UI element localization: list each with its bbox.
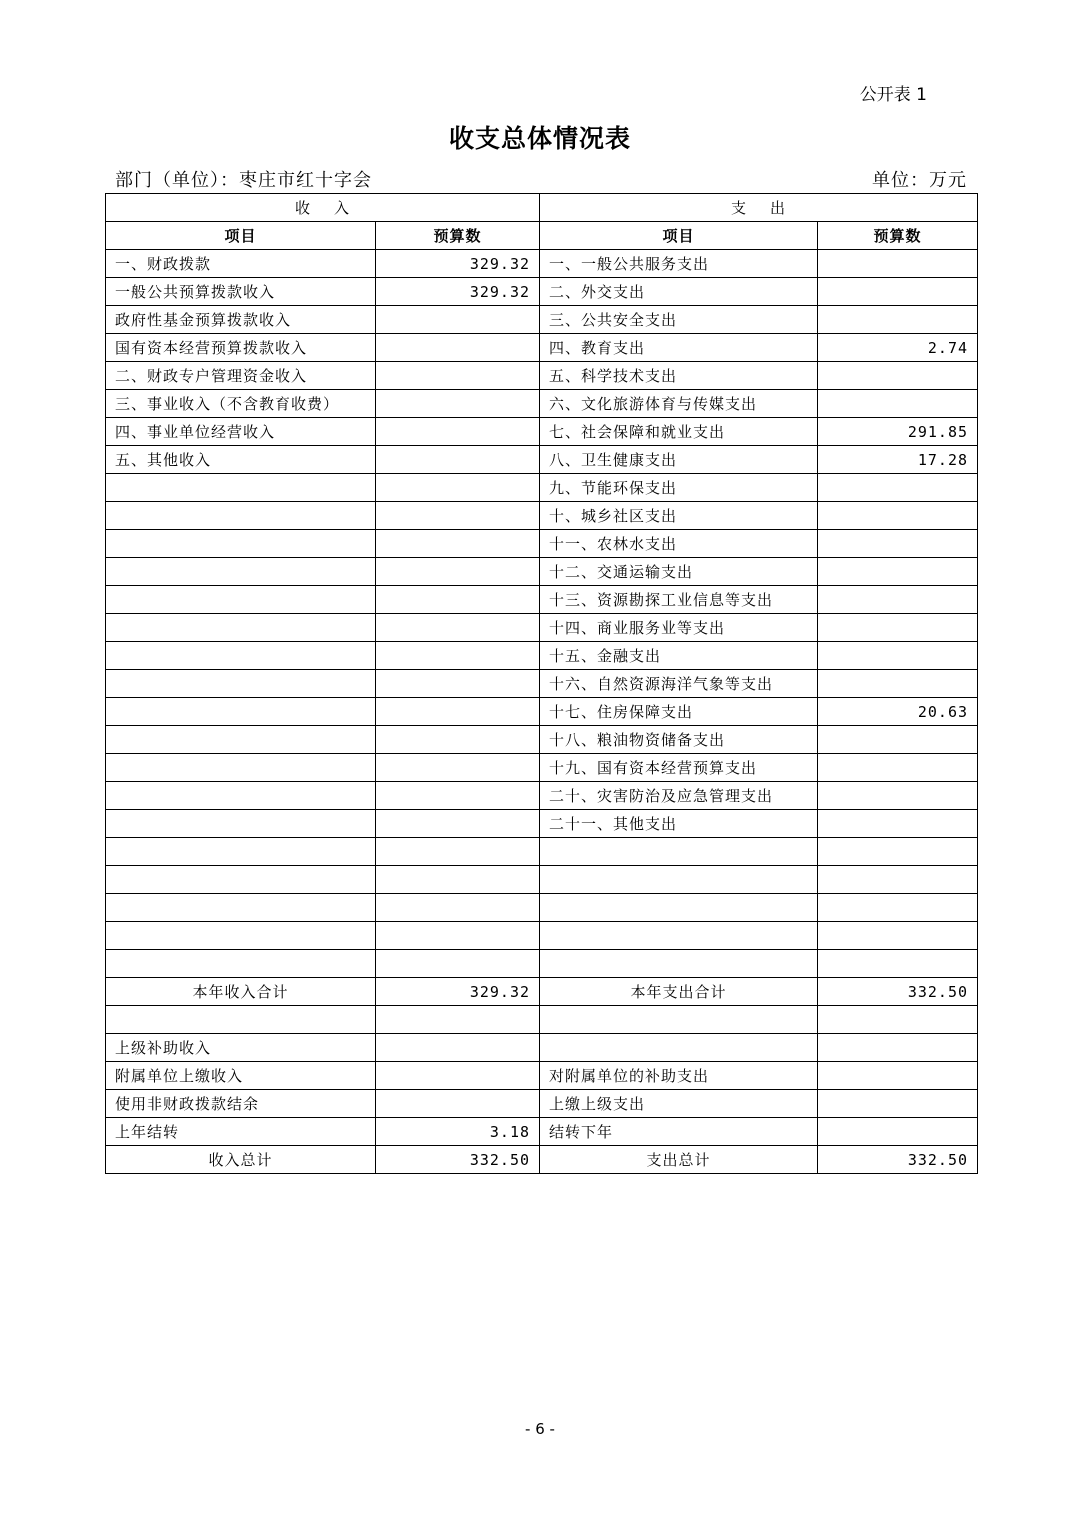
- expense-item-cell: 八、卫生健康支出: [540, 446, 818, 474]
- budget-table: [105, 193, 978, 1174]
- income-value-cell: [376, 586, 540, 614]
- expense-value-cell: [818, 642, 978, 670]
- table-row: [106, 558, 978, 586]
- income-value-cell: [376, 782, 540, 810]
- expense-value-cell: [818, 754, 978, 782]
- income-value-cell: [376, 474, 540, 502]
- income-value-cell: [376, 894, 540, 922]
- expense-item-cell: 二十、灾害防治及应急管理支出: [540, 782, 818, 810]
- expense-value-cell: [818, 1034, 978, 1062]
- expense-value-cell: [818, 390, 978, 418]
- income-value-cell: 329.32: [376, 250, 540, 278]
- table-row: [106, 810, 978, 838]
- expense-value-cell: [818, 250, 978, 278]
- income-value-cell: 329.32: [376, 278, 540, 306]
- income-item-cell: [106, 558, 376, 586]
- expense-item-cell: 十二、交通运输支出: [540, 558, 818, 586]
- income-item-cell: [106, 726, 376, 754]
- expense-value-cell: [818, 474, 978, 502]
- expense-value-cell: [818, 362, 978, 390]
- income-item-cell: [106, 614, 376, 642]
- income-item-cell: 五、其他收入: [106, 446, 376, 474]
- expense-item-cell: 十、城乡社区支出: [540, 502, 818, 530]
- expense-value-cell: 291.85: [818, 418, 978, 446]
- income-item-cell: [106, 866, 376, 894]
- expense-item-cell: [540, 838, 818, 866]
- income-value-cell: [376, 922, 540, 950]
- expense-item-cell: 七、社会保障和就业支出: [540, 418, 818, 446]
- section-header-row: [106, 194, 978, 222]
- expense-total-value: 332.50: [818, 1146, 978, 1174]
- income-item-cell: [106, 782, 376, 810]
- expense-item-cell: [540, 922, 818, 950]
- income-value-cell: [376, 614, 540, 642]
- table-row: [106, 670, 978, 698]
- income-item-cell: [106, 894, 376, 922]
- table-row: [106, 334, 978, 362]
- income-item-cell: 二、财政专户管理资金收入: [106, 362, 376, 390]
- expense-value-cell: [818, 614, 978, 642]
- expense-value-cell: [818, 950, 978, 978]
- grand-total-row: [106, 1146, 978, 1174]
- income-item-cell: [106, 670, 376, 698]
- table-row: [106, 1090, 978, 1118]
- income-value-cell: [376, 446, 540, 474]
- expense-value-cell: [818, 278, 978, 306]
- expense-value-cell: [818, 838, 978, 866]
- table-row: [106, 446, 978, 474]
- unit-label: 单位：万元: [872, 170, 967, 191]
- table-number-label: 公开表 1: [859, 85, 927, 105]
- income-item-cell: 上年结转: [106, 1118, 376, 1146]
- table-row: [106, 530, 978, 558]
- income-item-cell: 附属单位上缴收入: [106, 1062, 376, 1090]
- income-value-cell: [376, 726, 540, 754]
- income-item-cell: [106, 698, 376, 726]
- expense-item-cell: 二、外交支出: [540, 278, 818, 306]
- income-value-cell: [376, 950, 540, 978]
- income-item-cell: [106, 1006, 376, 1034]
- expense-item-cell: 六、文化旅游体育与传媒支出: [540, 390, 818, 418]
- table-row: [106, 502, 978, 530]
- expense-item-cell: 二十一、其他支出: [540, 810, 818, 838]
- expense-item-cell: 对附属单位的补助支出: [540, 1062, 818, 1090]
- table-row: [106, 754, 978, 782]
- income-value-cell: [376, 306, 540, 334]
- expense-total-value: 332.50: [818, 978, 978, 1006]
- table-row: [106, 950, 978, 978]
- table-row: [106, 838, 978, 866]
- income-item-cell: [106, 474, 376, 502]
- income-item-cell: [106, 810, 376, 838]
- table-row: [106, 782, 978, 810]
- expense-item-cell: [540, 950, 818, 978]
- expense-value-cell: [818, 558, 978, 586]
- expense-item-cell: 十九、国有资本经营预算支出: [540, 754, 818, 782]
- income-value-cell: [376, 1006, 540, 1034]
- income-value-cell: [376, 1062, 540, 1090]
- income-value-cell: [376, 642, 540, 670]
- expense-item-cell: [540, 1034, 818, 1062]
- expense-total-label: 本年支出合计: [540, 978, 818, 1006]
- expense-item-cell: 九、节能环保支出: [540, 474, 818, 502]
- expense-value-cell: 20.63: [818, 698, 978, 726]
- table-row: [106, 726, 978, 754]
- expense-value-cell: [818, 1118, 978, 1146]
- income-value-cell: [376, 1090, 540, 1118]
- expense-value-cell: 2.74: [818, 334, 978, 362]
- expense-total-label: 支出总计: [540, 1146, 818, 1174]
- income-item-cell: 四、事业单位经营收入: [106, 418, 376, 446]
- expense-value-cell: [818, 530, 978, 558]
- expense-item-cell: [540, 1006, 818, 1034]
- income-value-cell: [376, 502, 540, 530]
- table-row: [106, 586, 978, 614]
- income-item-cell: [106, 502, 376, 530]
- table-row: [106, 698, 978, 726]
- expense-budget-header: 预算数: [818, 222, 978, 250]
- income-value-cell: [376, 1034, 540, 1062]
- expense-item-cell: 四、教育支出: [540, 334, 818, 362]
- income-value-cell: [376, 754, 540, 782]
- income-total-label: 收入总计: [106, 1146, 376, 1174]
- expense-item-cell: 十五、金融支出: [540, 642, 818, 670]
- table-row: [106, 418, 978, 446]
- income-section-header: 收 入: [106, 194, 540, 222]
- expense-item-cell: 一、一般公共服务支出: [540, 250, 818, 278]
- table-row: [106, 306, 978, 334]
- table-row: [106, 250, 978, 278]
- expense-item-header: 项目: [540, 222, 818, 250]
- page-number: - 6 -: [525, 1420, 555, 1438]
- income-value-cell: [376, 810, 540, 838]
- income-item-cell: [106, 922, 376, 950]
- income-value-cell: [376, 866, 540, 894]
- table-row: [106, 614, 978, 642]
- income-total-value: 329.32: [376, 978, 540, 1006]
- income-item-cell: 政府性基金预算拨款收入: [106, 306, 376, 334]
- expense-value-cell: [818, 1062, 978, 1090]
- income-value-cell: [376, 362, 540, 390]
- income-total-label: 本年收入合计: [106, 978, 376, 1006]
- income-value-cell: [376, 558, 540, 586]
- income-item-cell: [106, 754, 376, 782]
- expense-item-cell: 十四、商业服务业等支出: [540, 614, 818, 642]
- income-value-cell: 3.18: [376, 1118, 540, 1146]
- expense-value-cell: [818, 670, 978, 698]
- income-total-value: 332.50: [376, 1146, 540, 1174]
- income-item-cell: [106, 586, 376, 614]
- income-item-cell: 一、财政拨款: [106, 250, 376, 278]
- expense-item-cell: 上缴上级支出: [540, 1090, 818, 1118]
- table-row: [106, 1034, 978, 1062]
- income-item-cell: [106, 642, 376, 670]
- expense-value-cell: [818, 894, 978, 922]
- income-item-cell: 国有资本经营预算拨款收入: [106, 334, 376, 362]
- income-value-cell: [376, 418, 540, 446]
- expense-value-cell: [818, 306, 978, 334]
- income-value-cell: [376, 670, 540, 698]
- expense-item-cell: 十八、粮油物资储备支出: [540, 726, 818, 754]
- expense-value-cell: [818, 782, 978, 810]
- expense-item-cell: [540, 894, 818, 922]
- income-item-cell: 三、事业收入（不含教育收费）: [106, 390, 376, 418]
- expense-value-cell: [818, 866, 978, 894]
- income-value-cell: [376, 698, 540, 726]
- table-row: [106, 1118, 978, 1146]
- expense-item-cell: 三、公共安全支出: [540, 306, 818, 334]
- expense-item-cell: [540, 866, 818, 894]
- table-row: [106, 922, 978, 950]
- table-row: [106, 894, 978, 922]
- table-row: [106, 1062, 978, 1090]
- table-row: [106, 642, 978, 670]
- department-label: 部门（单位）：枣庄市红十字会: [115, 170, 372, 191]
- income-item-cell: 使用非财政拨款结余: [106, 1090, 376, 1118]
- expense-value-cell: [818, 1090, 978, 1118]
- expense-value-cell: 17.28: [818, 446, 978, 474]
- expense-value-cell: [818, 810, 978, 838]
- income-item-cell: [106, 838, 376, 866]
- expense-item-cell: 十一、农林水支出: [540, 530, 818, 558]
- page-title: 收支总体情况表: [448, 124, 631, 153]
- income-value-cell: [376, 838, 540, 866]
- expense-item-cell: 结转下年: [540, 1118, 818, 1146]
- income-item-cell: [106, 530, 376, 558]
- table-row: [106, 390, 978, 418]
- income-budget-header: 预算数: [376, 222, 540, 250]
- income-item-cell: [106, 950, 376, 978]
- column-header-row: [106, 222, 978, 250]
- expense-item-cell: 五、科学技术支出: [540, 362, 818, 390]
- income-value-cell: [376, 530, 540, 558]
- expense-item-cell: 十七、住房保障支出: [540, 698, 818, 726]
- table-row: [106, 278, 978, 306]
- expense-value-cell: [818, 586, 978, 614]
- expense-value-cell: [818, 922, 978, 950]
- expense-value-cell: [818, 502, 978, 530]
- expense-value-cell: [818, 1006, 978, 1034]
- expense-item-cell: 十三、资源勘探工业信息等支出: [540, 586, 818, 614]
- income-item-cell: 上级补助收入: [106, 1034, 376, 1062]
- table-row: [106, 1006, 978, 1034]
- income-item-header: 项目: [106, 222, 376, 250]
- table-row: [106, 474, 978, 502]
- income-item-cell: 一般公共预算拨款收入: [106, 278, 376, 306]
- expense-value-cell: [818, 726, 978, 754]
- income-value-cell: [376, 334, 540, 362]
- expense-item-cell: 十六、自然资源海洋气象等支出: [540, 670, 818, 698]
- table-row: [106, 866, 978, 894]
- year-total-row: [106, 978, 978, 1006]
- income-value-cell: [376, 390, 540, 418]
- table-row: [106, 362, 978, 390]
- expense-section-header: 支 出: [540, 194, 978, 222]
